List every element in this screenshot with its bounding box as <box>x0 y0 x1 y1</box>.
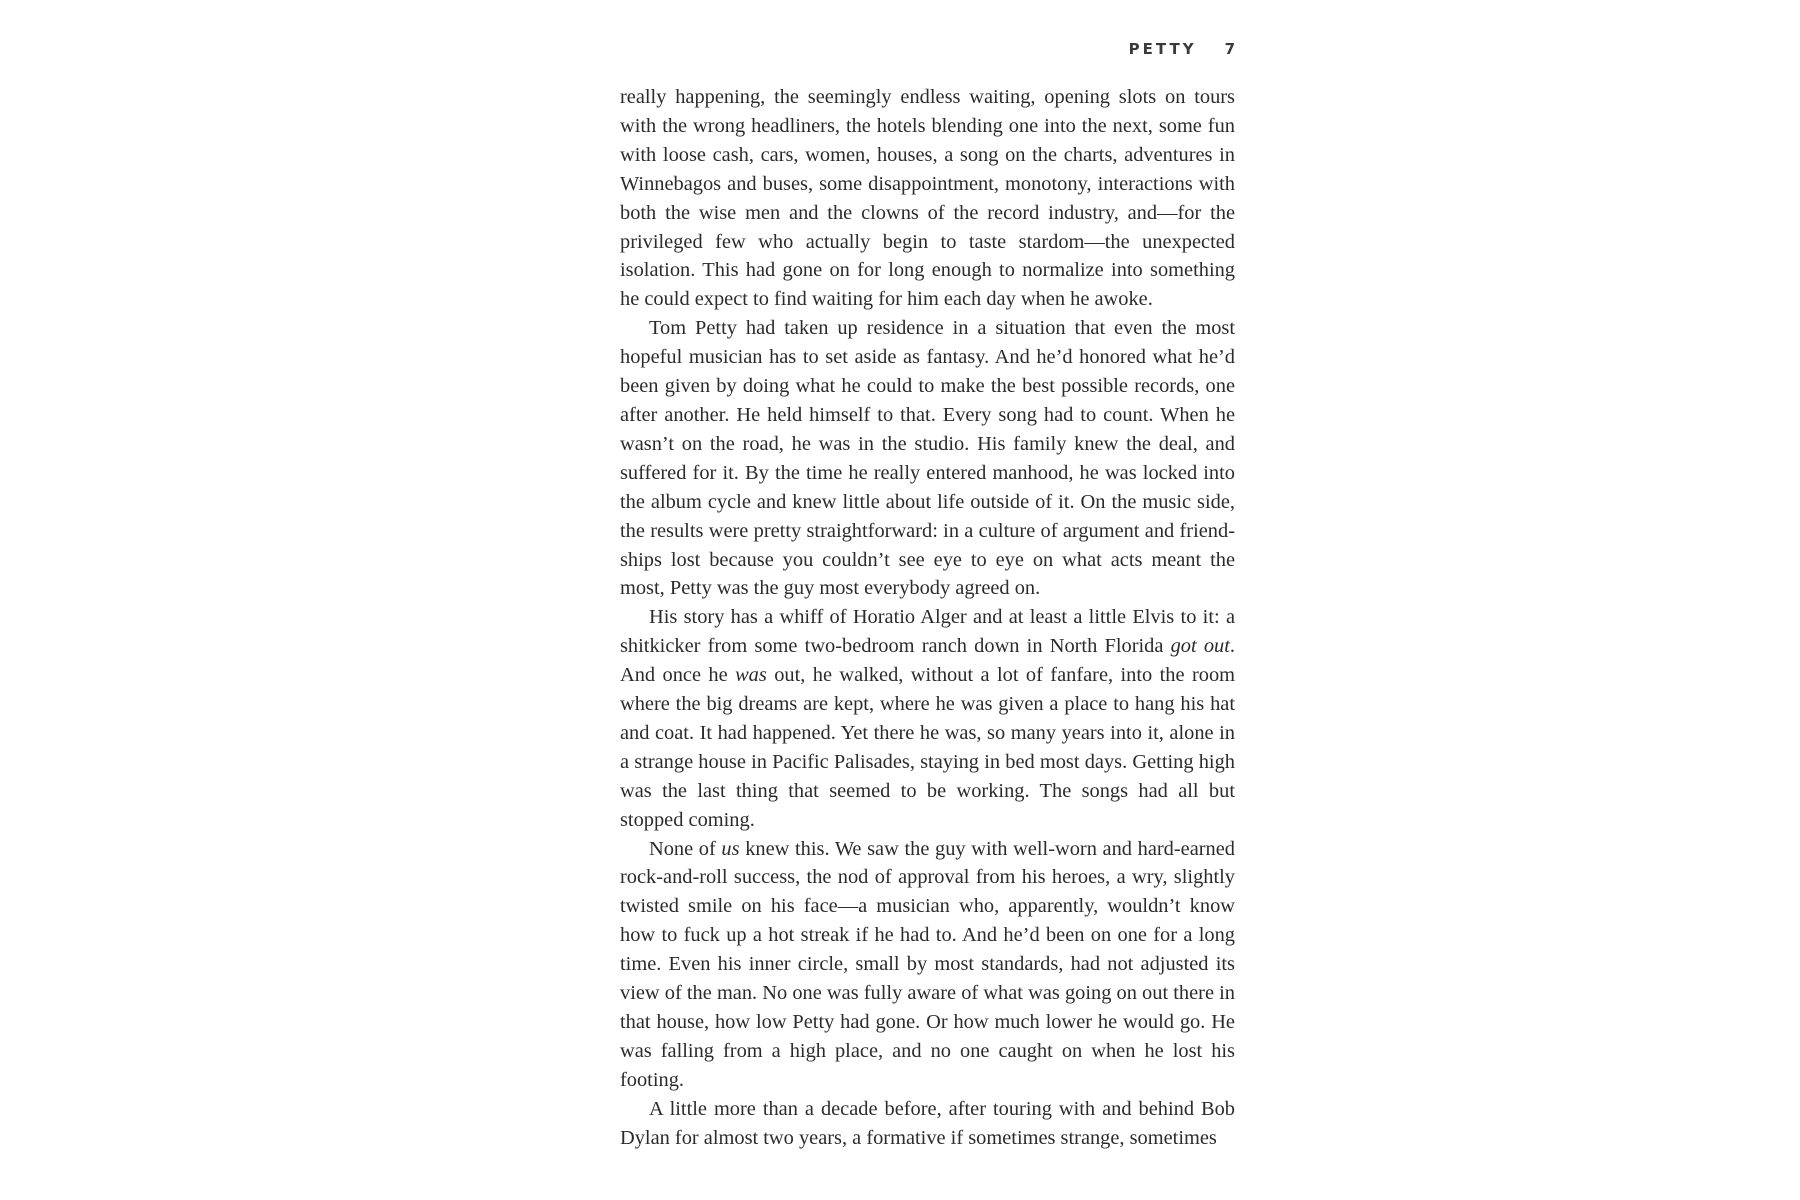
book-page <box>620 0 1235 1200</box>
italic-text-segment: got out <box>1170 635 1230 658</box>
text-segment: His story has a whiff of Horatio Alger and at least a little Elvis to it: a shitkicker from some two-bedroom ranch down in North Florida <box>620 606 1235 658</box>
text-segment: out, he walked, without a lot of fanfare, into the room where the big dreams are kept, where he was given a place to hang his hat and coat. It had happened. Yet there he was, so many years into it, alone in a strange house in Pacific Palisades, staying in bed most days. Getting high was the last thing that seemed to be working. The songs had all but stopped coming. <box>620 664 1235 831</box>
paragraph <box>620 603 1235 834</box>
paragraph <box>620 1095 1235 1153</box>
paragraph <box>620 835 1235 1095</box>
italic-text-segment: was <box>735 664 767 687</box>
text-segment: None of <box>649 837 722 860</box>
text-segment: knew this. We saw the guy with well-worn and hard-earned rock-and-roll success, the nod of approval from his heroes, a wry, slightly twisted smile on his face—a musician who, apparently, wouldn’t know how to fuck up a hot streak if he had to. And he’d been on one for a long time. Even his inner circle, small by most standards, had not adjusted its view of the man. No one was fully aware of what was going on out there in that house, how low Petty had gone. Or how much lower he would go. He was falling from a high place, and no one caught on when he lost his footing. <box>620 837 1235 1091</box>
text-segment: . And once he <box>620 635 1236 687</box>
text-segment: A little more than a decade before, after touring with and behind Bob Dylan for almost two years, a formative if sometimes strange, sometimes <box>620 1097 1235 1149</box>
text-segment: Tom Petty had taken up residence in a situation that even the most hopeful musician has to set aside as fantasy. And he’d honored what he’d been given by doing what he could to make the best possible records, one after another. He held himself to that. Every song had to count. When he wasn’t on the road, he was in the studio. His family knew the deal, and suffered for it. By the time he really entered manhood, he was locked into the album cycle and knew little about life outside of it. On the music side, the results were pretty straightforward: in a culture of argument and friendships lost because you couldn’t see eye to eye on what acts meant the most, Petty was the guy most everybody agreed on. <box>620 317 1235 600</box>
body-text <box>620 83 1235 1153</box>
running-head <box>1129 40 1235 58</box>
italic-text-segment: us <box>721 837 740 860</box>
paragraph <box>620 83 1235 314</box>
text-segment: really happening, the seemingly endless waiting, opening slots on tours with the wrong headliners, the hotels blending one into the next, some fun with loose cash, cars, women, houses, a song on the charts, adventures in Winnebagos and buses, some disappointment, monotony, interactions with both the wise men and the clowns of the record industry, and—for the privileged few who actually begin to taste stardom—the unexpected isolation. This had gone on for long enough to normalize into something he could expect to find waiting for him each day when he awoke. <box>620 86 1235 311</box>
running-head-title: PETTY <box>1128 40 1197 58</box>
page-number: 7 <box>1224 40 1235 58</box>
paragraph <box>620 314 1235 603</box>
